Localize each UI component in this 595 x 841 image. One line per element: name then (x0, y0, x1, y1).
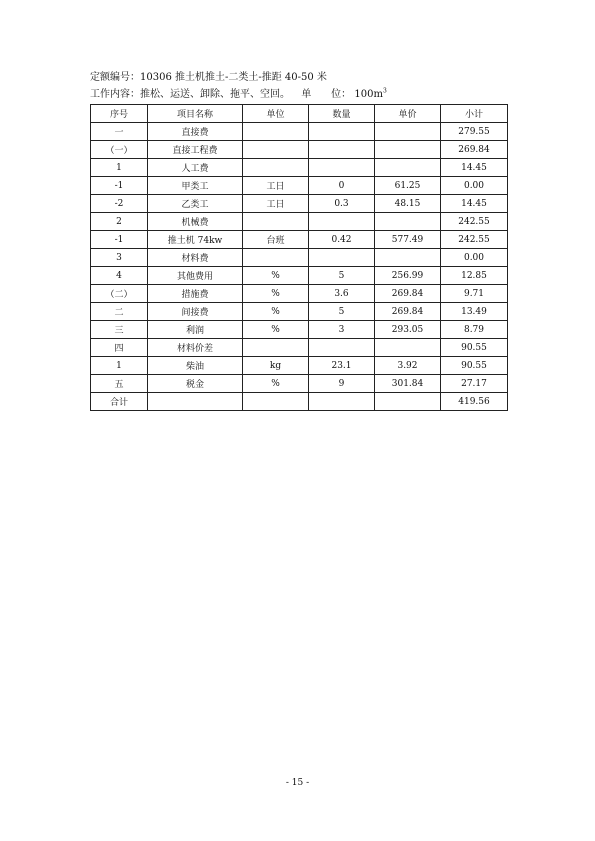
cell-subtotal: 12.85 (441, 267, 508, 285)
table-row (91, 213, 508, 231)
cell-quantity (309, 159, 375, 177)
cell-seq: -1 (91, 177, 148, 195)
cell-seq: 一 (91, 123, 148, 141)
table-row (91, 141, 508, 159)
cell-quantity: 3 (309, 321, 375, 339)
cell-unit-price: 269.84 (375, 303, 441, 321)
cell-seq: 三 (91, 321, 148, 339)
cell-unit-price: 293.05 (375, 321, 441, 339)
cell-seq: （一） (91, 141, 148, 159)
cell-quantity (309, 249, 375, 267)
cell-unit: 工日 (243, 195, 309, 213)
cell-subtotal: 242.55 (441, 213, 508, 231)
cell-unit (243, 249, 309, 267)
cell-unit-price: 301.84 (375, 375, 441, 393)
cell-subtotal: 0.00 (441, 177, 508, 195)
cell-seq: 合计 (91, 393, 148, 411)
cell-item-name: 乙类工 (148, 195, 243, 213)
table-row (91, 249, 508, 267)
cell-seq: 4 (91, 267, 148, 285)
cell-item-name: 机械费 (148, 213, 243, 231)
cell-subtotal: 14.45 (441, 195, 508, 213)
cell-item-name: 柴油 (148, 357, 243, 375)
col-header-subtotal: 小计 (441, 105, 508, 123)
cell-quantity: 5 (309, 267, 375, 285)
table-row (91, 285, 508, 303)
cell-item-name: 推土机 74kw (148, 231, 243, 249)
cell-unit: % (243, 285, 309, 303)
cell-unit: % (243, 321, 309, 339)
cell-subtotal: 27.17 (441, 375, 508, 393)
cell-seq: 五 (91, 375, 148, 393)
cell-unit-price (375, 141, 441, 159)
cell-quantity: 0.42 (309, 231, 375, 249)
table-row (91, 159, 508, 177)
table-row (91, 321, 508, 339)
col-header-seq: 序号 (91, 105, 148, 123)
cell-subtotal: 9.71 (441, 285, 508, 303)
cell-quantity: 5 (309, 303, 375, 321)
col-header-unit-price: 单价 (375, 105, 441, 123)
cell-unit (243, 393, 309, 411)
cell-quantity: 9 (309, 375, 375, 393)
cell-seq: -2 (91, 195, 148, 213)
work-content-text: 工作内容：推松、运送、卸除、拖平、空回。 (90, 89, 290, 100)
cell-unit-price: 577.49 (375, 231, 441, 249)
cell-unit-price (375, 213, 441, 231)
cell-quantity (309, 213, 375, 231)
cell-unit (243, 141, 309, 159)
cell-unit: % (243, 303, 309, 321)
cell-unit: 工日 (243, 177, 309, 195)
cell-subtotal: 242.55 (441, 231, 508, 249)
cell-item-name: 甲类工 (148, 177, 243, 195)
cell-seq: 3 (91, 249, 148, 267)
quota-number-line: 定额编号：10306 推土机推土-二类土-推距 40-50 米 (90, 72, 327, 83)
col-header-quantity: 数量 (309, 105, 375, 123)
table-header-row (91, 105, 508, 123)
cell-unit-price (375, 393, 441, 411)
table-row (91, 177, 508, 195)
cell-item-name: 材料价差 (148, 339, 243, 357)
cell-quantity (309, 123, 375, 141)
cell-unit: % (243, 375, 309, 393)
work-content-line (90, 89, 387, 101)
table-row (91, 231, 508, 249)
table-row (91, 339, 508, 357)
cell-quantity (309, 393, 375, 411)
cell-item-name (148, 393, 243, 411)
cell-subtotal: 419.56 (441, 393, 508, 411)
cell-seq: 二 (91, 303, 148, 321)
cell-item-name: 间接费 (148, 303, 243, 321)
table-row (91, 195, 508, 213)
col-header-unit: 单位 (243, 105, 309, 123)
cell-subtotal: 14.45 (441, 159, 508, 177)
cell-item-name: 材料费 (148, 249, 243, 267)
cell-item-name: 其他费用 (148, 267, 243, 285)
cell-item-name: 人工费 (148, 159, 243, 177)
cell-subtotal: 0.00 (441, 249, 508, 267)
unit-value (354, 89, 386, 100)
cell-unit (243, 123, 309, 141)
cell-unit-price: 269.84 (375, 285, 441, 303)
cell-unit: 台班 (243, 231, 309, 249)
cost-breakdown-table (90, 104, 508, 411)
cell-quantity: 0 (309, 177, 375, 195)
cell-unit-price (375, 249, 441, 267)
cell-seq: 2 (91, 213, 148, 231)
cell-unit-price: 61.25 (375, 177, 441, 195)
unit-label: 单 位： (301, 89, 352, 100)
cell-item-name: 措施费 (148, 285, 243, 303)
cell-unit-price (375, 123, 441, 141)
unit-value-superscript: 3 (382, 87, 387, 95)
cell-item-name: 直接费 (148, 123, 243, 141)
cell-seq: 四 (91, 339, 148, 357)
table-row (91, 303, 508, 321)
table-row (91, 267, 508, 285)
cell-unit (243, 159, 309, 177)
cell-item-name: 直接工程费 (148, 141, 243, 159)
cell-seq: -1 (91, 231, 148, 249)
cell-unit (243, 213, 309, 231)
cell-item-name: 税金 (148, 375, 243, 393)
cell-unit (243, 339, 309, 357)
cell-unit: kg (243, 357, 309, 375)
page-number: - 15 - (285, 778, 310, 788)
table-row (91, 357, 508, 375)
col-header-item-name: 项目名称 (148, 105, 243, 123)
cell-quantity: 0.3 (309, 195, 375, 213)
cell-unit-price: 48.15 (375, 195, 441, 213)
table-row (91, 375, 508, 393)
cell-subtotal: 90.55 (441, 357, 508, 375)
cell-unit-price (375, 159, 441, 177)
table-row (91, 393, 508, 411)
cell-item-name: 利润 (148, 321, 243, 339)
cell-seq: 1 (91, 159, 148, 177)
cell-quantity: 3.6 (309, 285, 375, 303)
table-row (91, 123, 508, 141)
cell-unit-price (375, 339, 441, 357)
cell-unit-price: 3.92 (375, 357, 441, 375)
cell-subtotal: 90.55 (441, 339, 508, 357)
cell-seq: 1 (91, 357, 148, 375)
cell-quantity: 23.1 (309, 357, 375, 375)
unit-value-base: 100m (354, 89, 383, 100)
cell-quantity (309, 339, 375, 357)
table-body (91, 123, 508, 411)
cell-unit-price: 256.99 (375, 267, 441, 285)
cell-seq: （二） (91, 285, 148, 303)
cell-quantity (309, 141, 375, 159)
cell-subtotal: 8.79 (441, 321, 508, 339)
cell-subtotal: 13.49 (441, 303, 508, 321)
cell-subtotal: 269.84 (441, 141, 508, 159)
cell-unit: % (243, 267, 309, 285)
cell-subtotal: 279.55 (441, 123, 508, 141)
